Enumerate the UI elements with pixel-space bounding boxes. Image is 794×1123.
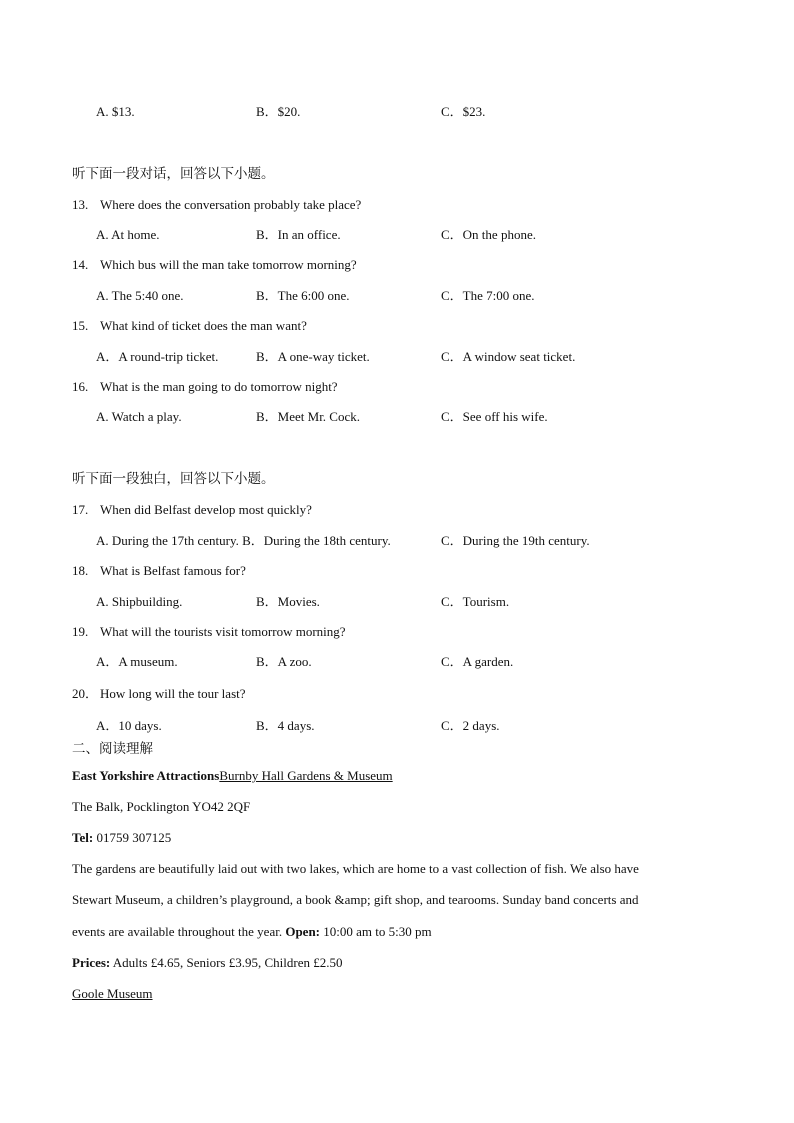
- q20-option-c: C．2 days.: [441, 718, 500, 733]
- q19-option-a: A．A museum.: [96, 654, 178, 669]
- passage-heading: East Yorkshire Attractions: [72, 768, 220, 783]
- passage-heading-line: [72, 768, 393, 784]
- paragraph-text: events are available throughout the year.: [72, 924, 286, 939]
- question-text: What will the tourists visit tomorrow morning?: [100, 624, 346, 639]
- q12-option-a: A. $13.: [96, 104, 135, 119]
- q12-option-b: B．$20.: [256, 104, 301, 119]
- passage-prices-line: [72, 955, 342, 971]
- q16-option-c: C．See off his wife.: [441, 409, 548, 424]
- question-16: [72, 379, 338, 395]
- q14-option-c: C．The 7:00 one.: [441, 288, 535, 303]
- q18-option-c: C．Tourism.: [441, 594, 510, 609]
- q16-option-a: A. Watch a play.: [96, 409, 182, 424]
- q17-option-ab: A. During the 17th century. B．During the 18th century.: [96, 533, 391, 548]
- question-text: How long will the tour last?: [100, 686, 246, 701]
- q18-option-a: A. Shipbuilding.: [96, 594, 183, 609]
- question-20: [72, 686, 246, 702]
- q13-option-c: C．On the phone.: [441, 227, 536, 242]
- tel-label: Tel:: [72, 830, 94, 845]
- question-14: [72, 257, 357, 273]
- question-text: When did Belfast develop most quickly?: [100, 502, 312, 517]
- q14-option-a: A. The 5:40 one.: [96, 288, 184, 303]
- passage-tel-line: [72, 830, 171, 846]
- section-reading-title: 二、阅读理解: [72, 741, 153, 756]
- q20-option-b: B．4 days.: [256, 718, 315, 733]
- question-19: [72, 624, 346, 640]
- question-number: 18.: [72, 563, 89, 578]
- question-text: Which bus will the man take tomorrow morning?: [100, 257, 357, 272]
- question-17: [72, 502, 312, 518]
- q19-option-c: C．A garden.: [441, 654, 514, 669]
- question-number: 14.: [72, 257, 89, 272]
- q15-option-a: A．A round-trip ticket.: [96, 349, 219, 364]
- q20-option-a: A．10 days.: [96, 718, 162, 733]
- q19-option-b: B．A zoo.: [256, 654, 312, 669]
- question-18: [72, 563, 246, 579]
- q16-option-b: B．Meet Mr. Cock.: [256, 409, 360, 424]
- question-text: What is Belfast famous for?: [100, 563, 246, 578]
- passage-address: The Balk, Pocklington YO42 2QF: [72, 799, 251, 814]
- tel-value: 01759 307125: [93, 830, 172, 845]
- question-number: 13.: [72, 197, 89, 212]
- question-number: 17.: [72, 502, 89, 517]
- section-monologue-instruction: 听下面一段独白，回答以下小题。: [72, 471, 275, 486]
- question-number: 20．: [72, 686, 99, 701]
- q14-option-b: B．The 6:00 one.: [256, 288, 350, 303]
- q13-option-b: B．In an office.: [256, 227, 341, 242]
- section-dialogue-instruction: 听下面一段对话，回答以下小题。: [72, 166, 275, 181]
- open-label: Open:: [285, 924, 321, 939]
- open-value: 10:00 am to 5:30 pm: [320, 924, 432, 939]
- question-text: What kind of ticket does the man want?: [100, 318, 307, 333]
- question-13: [72, 197, 361, 213]
- passage-paragraph-line-3: [72, 924, 432, 940]
- question-15: [72, 318, 307, 334]
- question-text: What is the man going to do tomorrow night?: [100, 379, 338, 394]
- q13-option-a: A. At home.: [96, 227, 160, 242]
- q17-option-c: C．During the 19th century.: [441, 533, 590, 548]
- q12-option-c: C．$23.: [441, 104, 486, 119]
- attraction-burnby-hall-link[interactable]: Burnby Hall Gardens & Museum: [219, 768, 393, 783]
- attraction-goole-museum-link[interactable]: Goole Museum: [72, 986, 153, 1001]
- prices-value: Adults £4.65, Seniors £3.95, Children £2.50: [110, 955, 343, 970]
- q15-option-b: B．A one-way ticket.: [256, 349, 370, 364]
- q15-option-c: C．A window seat ticket.: [441, 349, 576, 364]
- question-number: 19.: [72, 624, 89, 639]
- passage-paragraph-line-1: The gardens are beautifully laid out with two lakes, which are home to a vast collection of fish. We also have: [72, 861, 639, 876]
- q18-option-b: B．Movies.: [256, 594, 320, 609]
- question-number: 15.: [72, 318, 89, 333]
- question-text: Where does the conversation probably take place?: [100, 197, 362, 212]
- prices-label: Prices:: [72, 955, 111, 970]
- passage-paragraph-line-2: Stewart Museum, a children’s playground, a book &amp; gift shop, and tearooms. Sunday band concerts and: [72, 892, 639, 907]
- question-number: 16.: [72, 379, 89, 394]
